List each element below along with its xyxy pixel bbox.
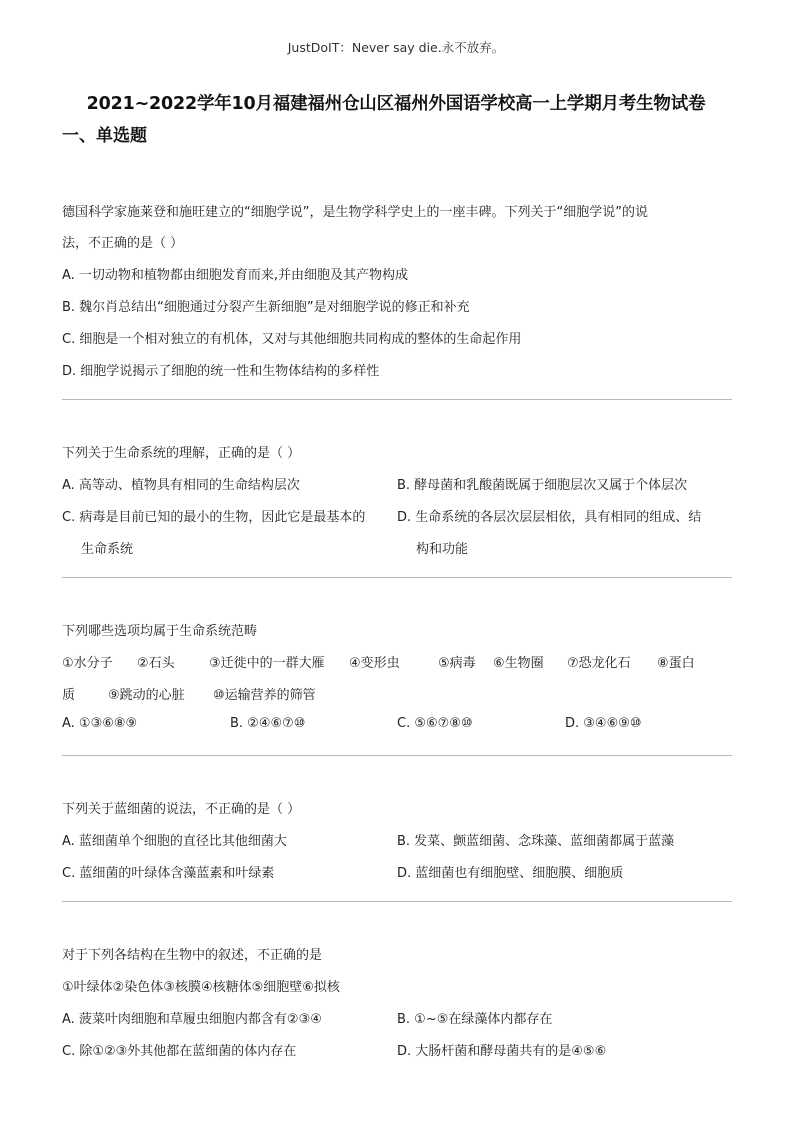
q1-stem-line1: 德国科学家施莱登和施旺建立的“细胞学说”，是生物学科学史上的一座丰碑。下列关于“细胞学说”的说 bbox=[62, 205, 648, 220]
q5-option-b[interactable]: B. ①~⑤在绿藻体内都存在 bbox=[397, 1012, 553, 1027]
q3-stem: 下列哪些选项均属于生命系统范畴 bbox=[62, 624, 258, 639]
q1-stem-line2: 法，不正确的是（ ） bbox=[62, 236, 184, 251]
q1-option-d[interactable]: D. 细胞学说揭示了细胞的统一性和生物体结构的多样性 bbox=[62, 364, 380, 379]
q1-option-a[interactable]: A. 一切动物和植物都由细胞发育而来,并由细胞及其产物构成 bbox=[62, 268, 409, 283]
q2-option-d-line2[interactable]: 构和功能 bbox=[416, 542, 469, 557]
q2-option-d-line1[interactable]: D. 生命系统的各层次层层相依，具有相同的组成、结 bbox=[397, 510, 702, 525]
q3-item: ⑥生物圈 bbox=[493, 656, 544, 671]
q4-option-d[interactable]: D. 蓝细菌也有细胞壁、细胞膜、细胞质 bbox=[397, 866, 624, 881]
q3-option-d[interactable]: D. ③④⑥⑨⑩ bbox=[565, 716, 642, 731]
q4-option-b[interactable]: B. 发菜、颤蓝细菌、念珠藻、蓝细菌都属于蓝藻 bbox=[397, 834, 675, 849]
divider bbox=[62, 577, 732, 578]
q5-option-c[interactable]: C. 除①②③外其他都在蓝细菌的体内存在 bbox=[62, 1044, 297, 1059]
q3-item: ⑤病毒 bbox=[438, 656, 476, 671]
q3-option-b[interactable]: B. ②④⑥⑦⑩ bbox=[230, 716, 306, 731]
q5-option-d[interactable]: D. 大肠杆菌和酵母菌共有的是④⑤⑥ bbox=[397, 1044, 607, 1059]
header-note: JustDoIT：Never say die.永不放弃。 bbox=[287, 40, 505, 55]
q3-item: ⑩运输营养的筛管 bbox=[213, 688, 316, 703]
q2-option-c-line2[interactable]: 生命系统 bbox=[81, 542, 134, 557]
q4-option-a[interactable]: A. 蓝细菌单个细胞的直径比其他细菌大 bbox=[62, 834, 287, 849]
q3-item: 质 bbox=[62, 688, 76, 703]
q3-item: ②石头 bbox=[137, 656, 175, 671]
q5-option-a[interactable]: A. 菠菜叶肉细胞和草履虫细胞内都含有②③④ bbox=[62, 1012, 322, 1027]
q1-option-b[interactable]: B. 魏尔肖总结出“细胞通过分裂产生新细胞”是对细胞学说的修正和补充 bbox=[62, 300, 470, 315]
q3-item: ①水分子 bbox=[62, 656, 113, 671]
q3-item: ③迁徙中的一群大雁 bbox=[209, 656, 325, 671]
q3-item: ④变形虫 bbox=[349, 656, 400, 671]
q3-option-c[interactable]: C. ⑤⑥⑦⑧⑩ bbox=[397, 716, 473, 731]
q2-option-c-line1[interactable]: C. 病毒是目前已知的最小的生物，因此它是最基本的 bbox=[62, 510, 366, 525]
q3-item: ⑨跳动的心脏 bbox=[108, 688, 185, 703]
q4-stem: 下列关于蓝细菌的说法，不正确的是（ ） bbox=[62, 802, 301, 817]
q3-option-a[interactable]: A. ①③⑥⑧⑨ bbox=[62, 716, 138, 731]
q2-option-a[interactable]: A. 高等动、植物具有相同的生命结构层次 bbox=[62, 478, 300, 493]
q2-stem: 下列关于生命系统的理解，正确的是（ ） bbox=[62, 446, 301, 461]
section-title: 一、单选题 bbox=[62, 126, 147, 146]
page-title: 2021~2022学年10月福建福州仓山区福州外国语学校高一上学期月考生物试卷 bbox=[86, 94, 706, 114]
q5-stem: 对于下列各结构在生物中的叙述，不正确的是 bbox=[62, 948, 323, 963]
q3-item: ⑦恐龙化石 bbox=[567, 656, 631, 671]
q4-option-c[interactable]: C. 蓝细菌的叶绿体含藻蓝素和叶绿素 bbox=[62, 866, 275, 881]
q2-option-b[interactable]: B. 酵母菌和乳酸菌既属于细胞层次又属于个体层次 bbox=[397, 478, 688, 493]
q5-items: ①叶绿体②染色体③核膜④核糖体⑤细胞壁⑥拟核 bbox=[62, 980, 340, 995]
q1-option-c[interactable]: C. 细胞是一个相对独立的有机体，又对与其他细胞共同构成的整体的生命起作用 bbox=[62, 332, 522, 347]
q3-item: ⑧蛋白 bbox=[657, 656, 695, 671]
divider bbox=[62, 755, 732, 756]
divider bbox=[62, 901, 732, 902]
divider bbox=[62, 399, 732, 400]
